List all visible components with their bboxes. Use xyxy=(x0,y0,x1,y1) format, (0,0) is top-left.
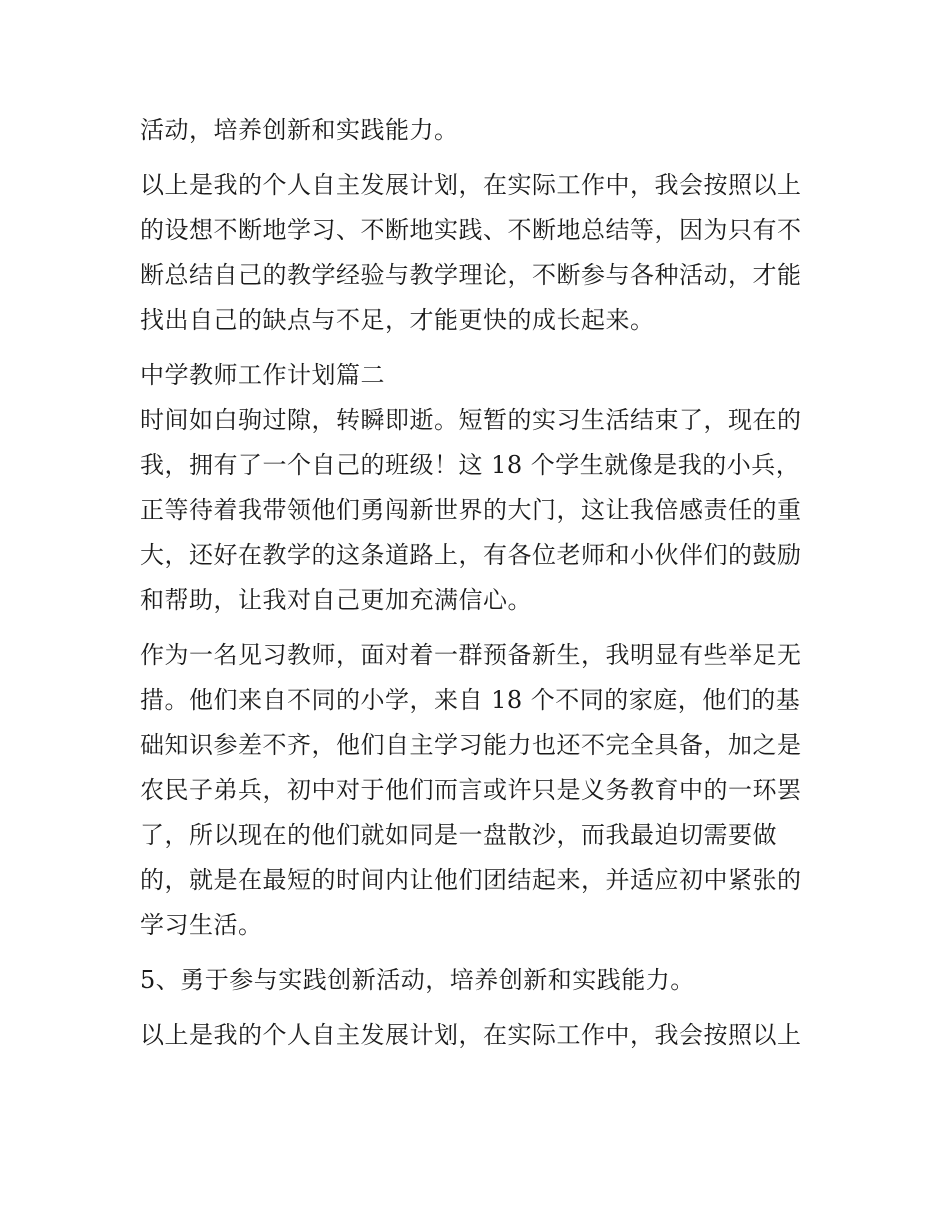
document-body xyxy=(140,108,820,1058)
text-line: 大，还好在教学的这条道路上，有各位老师和小伙伴们的鼓励 xyxy=(140,541,802,569)
paragraph xyxy=(140,398,820,623)
paragraph xyxy=(140,108,820,153)
text-line: 了，所以现在的他们就如同是一盘散沙，而我最迫切需要做 xyxy=(140,821,777,849)
text-line: 找出自己的缺点与不足，才能更快的成长起来。 xyxy=(140,306,655,334)
text-line: 断总结自己的教学经验与教学理论，不断参与各种活动，才能 xyxy=(140,261,802,289)
text-line: 学习生活。 xyxy=(140,911,263,939)
paragraph xyxy=(140,958,820,1003)
text-line: 的设想不断地学习、不断地实践、不断地总结等，因为只有不 xyxy=(140,216,802,244)
text-line: 的，就是在最短的时间内让他们团结起来，并适应初中紧张的 xyxy=(140,866,802,894)
text-line: 活动，培养创新和实践能力。 xyxy=(140,116,459,144)
text-line: 5、勇于参与实践创新活动，培养创新和实践能力。 xyxy=(140,966,695,994)
text-line: 和帮助，让我对自己更加充满信心。 xyxy=(140,586,532,614)
text-line: 农民子弟兵，初中对于他们而言或许只是义务教育中的一环罢 xyxy=(140,776,802,804)
text-line: 以上是我的个人自主发展计划，在实际工作中，我会按照以上 xyxy=(140,171,802,199)
text-line: 以上是我的个人自主发展计划，在实际工作中，我会按照以上 xyxy=(140,1021,802,1049)
paragraph xyxy=(140,633,820,948)
text-line: 我，拥有了一个自己的班级！这 18 个学生就像是我的小兵， xyxy=(140,451,801,479)
section-heading xyxy=(140,353,820,398)
text-line: 础知识参差不齐，他们自主学习能力也还不完全具备，加之是 xyxy=(140,731,802,759)
paragraph xyxy=(140,163,820,343)
paragraph xyxy=(140,1013,820,1058)
text-line: 作为一名见习教师，面对着一群预备新生，我明显有些举足无 xyxy=(140,641,802,669)
text-line: 措。他们来自不同的小学，来自 18 个不同的家庭，他们的基 xyxy=(140,686,801,714)
text-line: 时间如白驹过隙，转瞬即逝。短暂的实习生活结束了，现在的 xyxy=(140,406,802,434)
text-line: 正等待着我带领他们勇闯新世界的大门，这让我倍感责任的重 xyxy=(140,496,802,524)
text-line: 中学教师工作计划篇二 xyxy=(140,361,385,389)
